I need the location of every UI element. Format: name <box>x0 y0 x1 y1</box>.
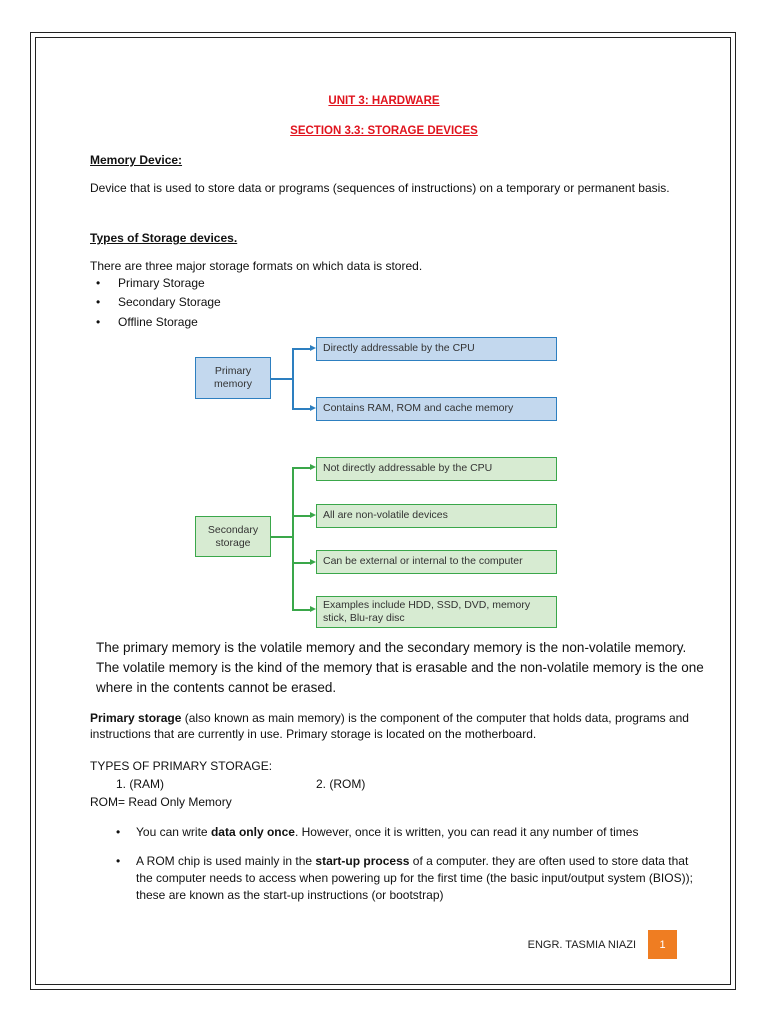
connector-line <box>292 467 310 469</box>
connector-line <box>292 348 294 409</box>
connector-line <box>292 515 310 517</box>
connector-line <box>292 562 310 564</box>
ram-item: 1. (RAM) <box>116 777 164 791</box>
rom-bullet <box>136 853 696 904</box>
connector-line <box>271 536 293 538</box>
types-intro: There are three major storage formats on which data is stored. <box>90 259 423 273</box>
footer-author: ENGR. TASMIA NIAZI <box>527 939 636 951</box>
bullet-bold: start-up process <box>315 854 410 868</box>
bullet-text: . However, once it is written, you can read it any number of times <box>294 825 639 839</box>
secondary-item-box: Can be external or internal to the computer <box>316 550 557 574</box>
connector-line <box>292 609 310 611</box>
list-item: • Secondary Storage <box>118 295 221 309</box>
secondary-item-box: Examples include HDD, SSD, DVD, memory stick, Blu-ray disc <box>316 596 557 628</box>
connector-line <box>292 467 294 610</box>
secondary-storage-box: Secondary storage <box>195 516 271 557</box>
volatile-paragraph: The primary memory is the volatile memory and the secondary memory is the non-volatile memory. The volatile memory is the kind of the memory that is erasable and the non-volatile memory is the one where in the contents cannot be erased. <box>96 640 704 695</box>
bullet-text: A ROM chip is used mainly in the <box>136 854 316 868</box>
primary-storage-term: Primary storage <box>90 711 182 725</box>
list-item: • Offline Storage <box>118 315 198 329</box>
primary-item-box: Contains RAM, ROM and cache memory <box>316 397 557 421</box>
section-title: SECTION 3.3: STORAGE DEVICES <box>290 125 478 137</box>
memory-device-heading: Memory Device: <box>90 153 183 167</box>
bullet-text: You can write <box>136 825 211 839</box>
rom-item: 2. (ROM) <box>316 777 366 791</box>
primary-storage-text: (also known as main memory) is the component of the computer that holds data, programs and instructions that are currently in use. Primary storage is located on the motherboard. <box>90 711 689 741</box>
connector-line <box>292 348 310 350</box>
connector-line <box>271 378 293 380</box>
primary-item-box: Directly addressable by the CPU <box>316 337 557 361</box>
primary-memory-box: Primary memory <box>195 357 271 399</box>
secondary-item-box: All are non-volatile devices <box>316 504 557 528</box>
bullet-bold: data only once <box>210 825 295 839</box>
types-primary-heading: TYPES OF PRIMARY STORAGE: <box>90 759 273 773</box>
unit-title: UNIT 3: HARDWARE <box>328 95 440 107</box>
list-item: • Primary Storage <box>118 276 205 290</box>
bullet-text: of a computer. they are often used to store data that the computer needs to access when powering up for the first time (the basic input/output system (BIOS)); these are known as the start-up instructions (or bootstrap) <box>136 854 693 902</box>
connector-line <box>292 408 310 410</box>
memory-device-definition: Device that is used to store data or programs (sequences of instructions) on a temporary or permanent basis. <box>90 181 670 195</box>
page-number-badge: 1 <box>648 930 677 959</box>
rom-bullet <box>136 824 696 841</box>
primary-storage-paragraph <box>90 710 690 742</box>
types-heading: Types of Storage devices. <box>90 231 238 245</box>
rom-definition: ROM= Read Only Memory <box>90 795 232 809</box>
secondary-item-box: Not directly addressable by the CPU <box>316 457 557 481</box>
